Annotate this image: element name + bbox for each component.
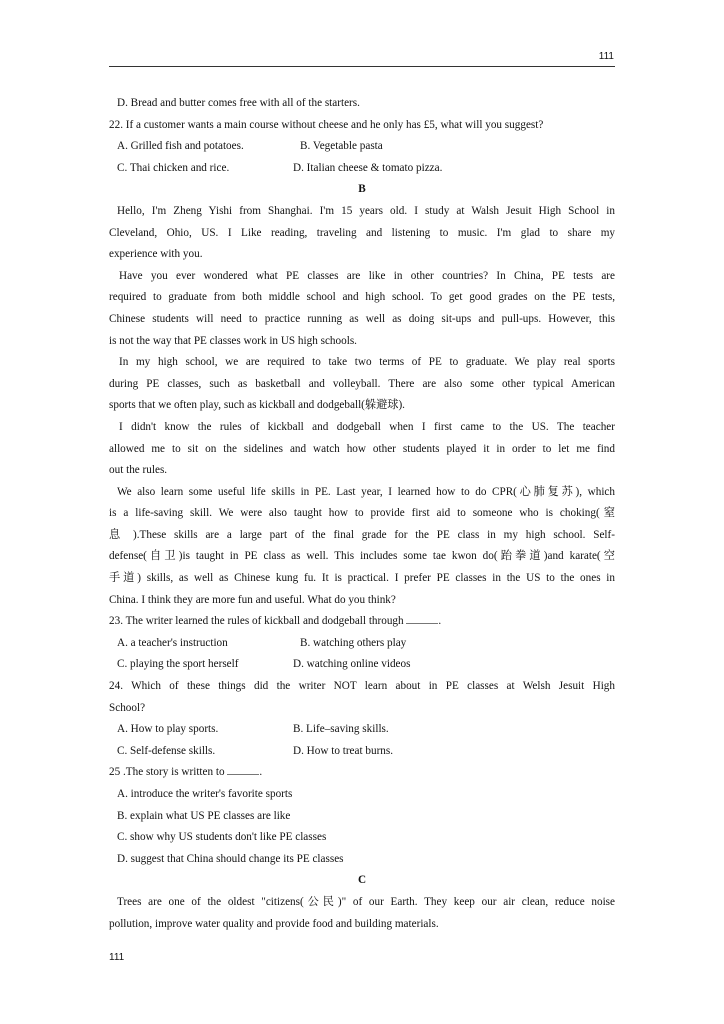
section-b-title: B bbox=[358, 183, 366, 196]
passage-b-line: during PE classes, such as basketball and volleyball. There are also some other typical American bbox=[109, 377, 615, 390]
q23-options-ab bbox=[109, 633, 615, 655]
q22-options-cd bbox=[109, 158, 615, 180]
q22-option-d: D. Italian cheese & tomato pizza. bbox=[293, 161, 443, 174]
q24-stem-line1: 24. Which of these things did the writer NOT learn about in PE classes at Welsh Jesuit High bbox=[109, 680, 615, 693]
q23-options-cd bbox=[109, 654, 615, 676]
header-divider bbox=[109, 66, 615, 67]
q24-options-cd bbox=[109, 741, 615, 763]
q25-option-a: A. introduce the writer's favorite sports bbox=[117, 788, 293, 800]
q23-stem-text: 23. The writer learned the rules of kickball and dodgeball through bbox=[109, 615, 404, 628]
footer-page-number: 111 bbox=[109, 952, 125, 963]
passage-b-line: required to graduate from both middle school and high school. To get good grades on the PE tests, bbox=[109, 291, 615, 304]
q21-option-d: D. Bread and butter comes free with all of the starters. bbox=[117, 97, 360, 109]
answer-blank bbox=[406, 614, 438, 624]
q24-option-c: C. Self-defense skills. bbox=[117, 744, 216, 757]
passage-b-line: is not the way that PE classes work in US high schools. bbox=[109, 334, 357, 347]
passage-b-line: Hello, I'm Zheng Yishi from Shanghai. I'm 15 years old. I study at Walsh Jesuit High School in bbox=[117, 204, 615, 217]
q23-option-a: A. a teacher's instruction bbox=[117, 636, 228, 649]
passage-b-line: defense(自卫)is taught in PE class as well. This includes some tae kwon do(跆拳道)and karate(空 bbox=[109, 550, 615, 563]
passage-b-line: out the rules. bbox=[109, 464, 168, 477]
q23-option-c: C. playing the sport herself bbox=[117, 658, 239, 671]
passage-b-line: China. I think they are more fun and useful. What do you think? bbox=[109, 593, 396, 606]
answer-blank bbox=[227, 765, 259, 775]
passage-b-line: Have you ever wondered what PE classes are like in other countries? In China, PE tests are bbox=[119, 269, 615, 282]
q24-option-a: A. How to play sports. bbox=[117, 723, 219, 736]
q25-stem-end: . bbox=[259, 766, 263, 779]
q23-option-b: B. watching others play bbox=[300, 636, 407, 649]
passage-b-line: Cleveland, Ohio, US. I Like reading, traveling and listening to music. I'm glad to share my bbox=[109, 226, 615, 239]
passage-b-line: We also learn some useful life skills in PE. Last year, I learned how to do CPR(心肺复苏), which bbox=[117, 485, 615, 498]
passage-b-line: I didn't know the rules of kickball and dodgeball when I first came to the US. The teacher bbox=[119, 420, 615, 433]
passage-c-line: Trees are one of the oldest "citizens(公民)" of our Earth. They keep our air clean, reduce noise bbox=[117, 895, 615, 908]
passage-c-line: pollution, improve water quality and provide food and building materials. bbox=[109, 917, 439, 930]
q25-stem bbox=[109, 762, 615, 784]
q25-option-c: C. show why US students don't like PE classes bbox=[117, 831, 327, 844]
q24-options-ab bbox=[109, 719, 615, 741]
q25-stem-text: 25 .The story is written to bbox=[109, 766, 225, 779]
header-page-number: 111 bbox=[598, 51, 614, 62]
q22-stem: 22. If a customer wants a main course without cheese and he only has £5, what will you suggest? bbox=[109, 118, 544, 131]
q22-option-c: C. Thai chicken and rice. bbox=[117, 161, 230, 174]
q25-option-b: B. explain what US PE classes are like bbox=[117, 809, 291, 822]
passage-b-line: In my high school, we are required to take two terms of PE to graduate. We play real sports bbox=[119, 356, 615, 369]
q24-option-d: D. How to treat burns. bbox=[293, 744, 394, 757]
passage-b-line: experience with you. bbox=[109, 248, 203, 261]
q24-stem-line2: School? bbox=[109, 701, 146, 714]
q24-option-b: B. Life–saving skills. bbox=[293, 723, 389, 736]
passage-b-line: is a life-saving skill. We were also taught how to provide first aid to someone who is choking(窒 bbox=[109, 507, 615, 520]
passage-b-line: allowed me to sit on the sidelines and watch how other students played it in order to let me find bbox=[109, 442, 615, 455]
section-c-title: C bbox=[357, 874, 367, 887]
passage-b-line: Chinese students will need to practice running as well as doing sit-ups and pull-ups. However, this bbox=[109, 312, 615, 325]
q25-option-d: D. suggest that China should change its PE classes bbox=[117, 852, 344, 865]
q23-stem bbox=[109, 611, 615, 633]
passage-b-line: 手道) skills, as well as Chinese kung fu. It is practical. I prefer PE classes in the US to the ones in bbox=[109, 572, 615, 585]
q22-option-b: B. Vegetable pasta bbox=[300, 140, 383, 153]
q23-option-d: D. watching online videos bbox=[293, 658, 411, 671]
passage-b-line: sports that we often play, such as kickball and dodgeball(躲避球). bbox=[109, 399, 405, 412]
passage-b-line: 息 ).These skills are a large part of the final grade for the PE class in my high school. Self- bbox=[109, 528, 615, 541]
page-content bbox=[109, 93, 615, 935]
q22-option-a: A. Grilled fish and potatoes. bbox=[117, 140, 244, 153]
q22-options-ab bbox=[109, 136, 615, 158]
q23-stem-end: . bbox=[438, 615, 442, 628]
